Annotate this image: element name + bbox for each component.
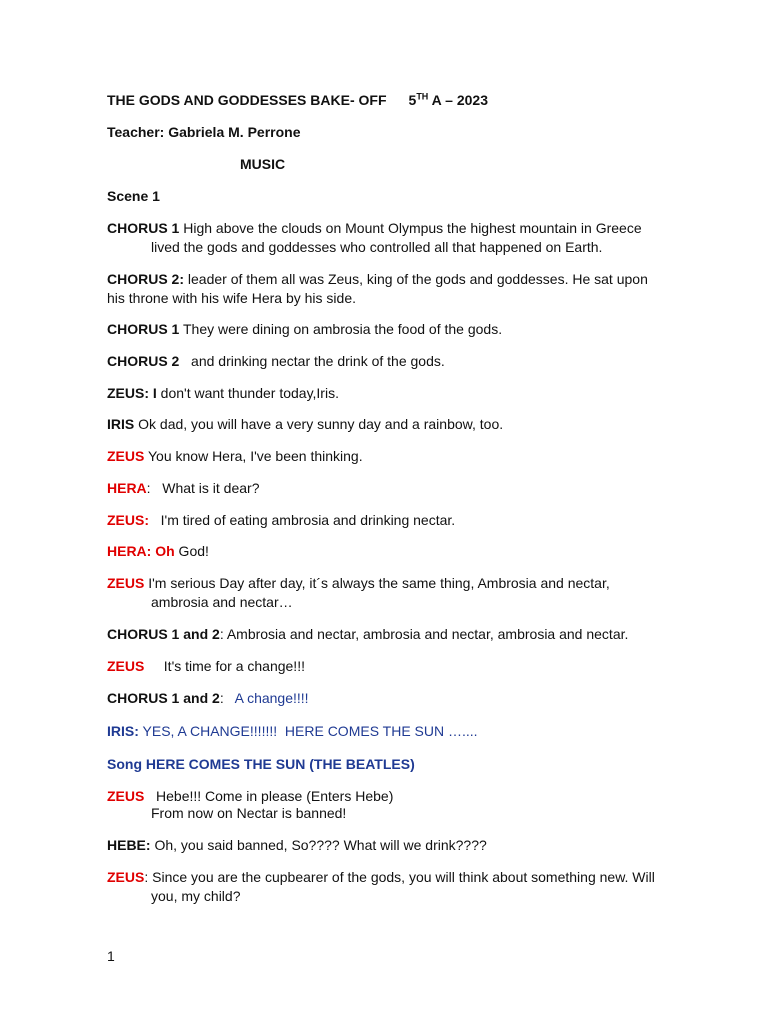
grade-label: 5TH A – 2023 xyxy=(408,91,488,108)
script-line-chorus-both-2: CHORUS 1 and 2: A change!!!! xyxy=(107,690,309,706)
song-heading: Song HERE COMES THE SUN (THE BEATLES) xyxy=(107,756,415,772)
script-line-zeus-1: ZEUS: I don't want thunder today,Iris. xyxy=(107,385,339,401)
script-line-zeus-2: ZEUS You know Hera, I've been thinking. xyxy=(107,448,363,464)
script-line-zeus-3: ZEUS: I'm tired of eating ambrosia and drinking nectar. xyxy=(107,512,456,528)
script-line-zeus-7-cont: you, my child? xyxy=(151,888,241,904)
scene-heading: Scene 1 xyxy=(107,188,160,204)
script-line-chorus2-a: CHORUS 2: leader of them all was Zeus, king of the gods and goddesses. He sat upon xyxy=(107,271,648,287)
script-line-hebe-1: HEBE: Oh, you said banned, So???? What will we drink???? xyxy=(107,837,487,853)
script-line-iris-1: IRIS Ok dad, you will have a very sunny day and a rainbow, too. xyxy=(107,416,504,432)
script-line-hera-1: HERA: What is it dear? xyxy=(107,480,260,496)
document-title: THE GODS AND GODDESSES BAKE- OFF xyxy=(107,92,387,108)
script-line-zeus-4: ZEUS I'm serious Day after day, it´s always the same thing, Ambrosia and nectar, xyxy=(107,575,610,591)
script-line-hera-2: HERA: Oh God! xyxy=(107,543,209,559)
teacher-line: Teacher: Gabriela M. Perrone xyxy=(107,124,301,140)
script-line-zeus-6: ZEUS Hebe!!! Come in please (Enters Hebe) xyxy=(107,788,394,804)
script-line-chorus1-a-cont: lived the gods and goddesses who controlled all that happened on Earth. xyxy=(151,239,603,255)
script-line-zeus-7: ZEUS: Since you are the cupbearer of the gods, you will think about something new. Will xyxy=(107,869,655,885)
script-line-zeus-6-cont: From now on Nectar is banned! xyxy=(151,805,347,821)
script-line-chorus1-a: CHORUS 1 High above the clouds on Mount Olympus the highest mountain in Greece xyxy=(107,220,642,236)
script-line-zeus-5: ZEUS It's time for a change!!! xyxy=(107,658,305,674)
script-line-chorus-both-1: CHORUS 1 and 2: Ambrosia and nectar, ambrosia and nectar, ambrosia and nectar. xyxy=(107,626,629,642)
page-number: 1 xyxy=(107,948,115,964)
script-line-chorus2-a-cont: his throne with his wife Hera by his side. xyxy=(107,290,356,306)
script-line-chorus2-b: CHORUS 2 and drinking nectar the drink of the gods. xyxy=(107,353,445,369)
script-line-chorus1-b: CHORUS 1 They were dining on ambrosia the food of the gods. xyxy=(107,321,503,337)
subject-heading: MUSIC xyxy=(240,156,286,172)
script-line-zeus-4-cont: ambrosia and nectar… xyxy=(151,594,293,610)
document-title-line xyxy=(107,91,488,109)
script-line-iris-2: IRIS: YES, A CHANGE!!!!!!! HERE COMES THE SUN ….... xyxy=(107,723,478,739)
